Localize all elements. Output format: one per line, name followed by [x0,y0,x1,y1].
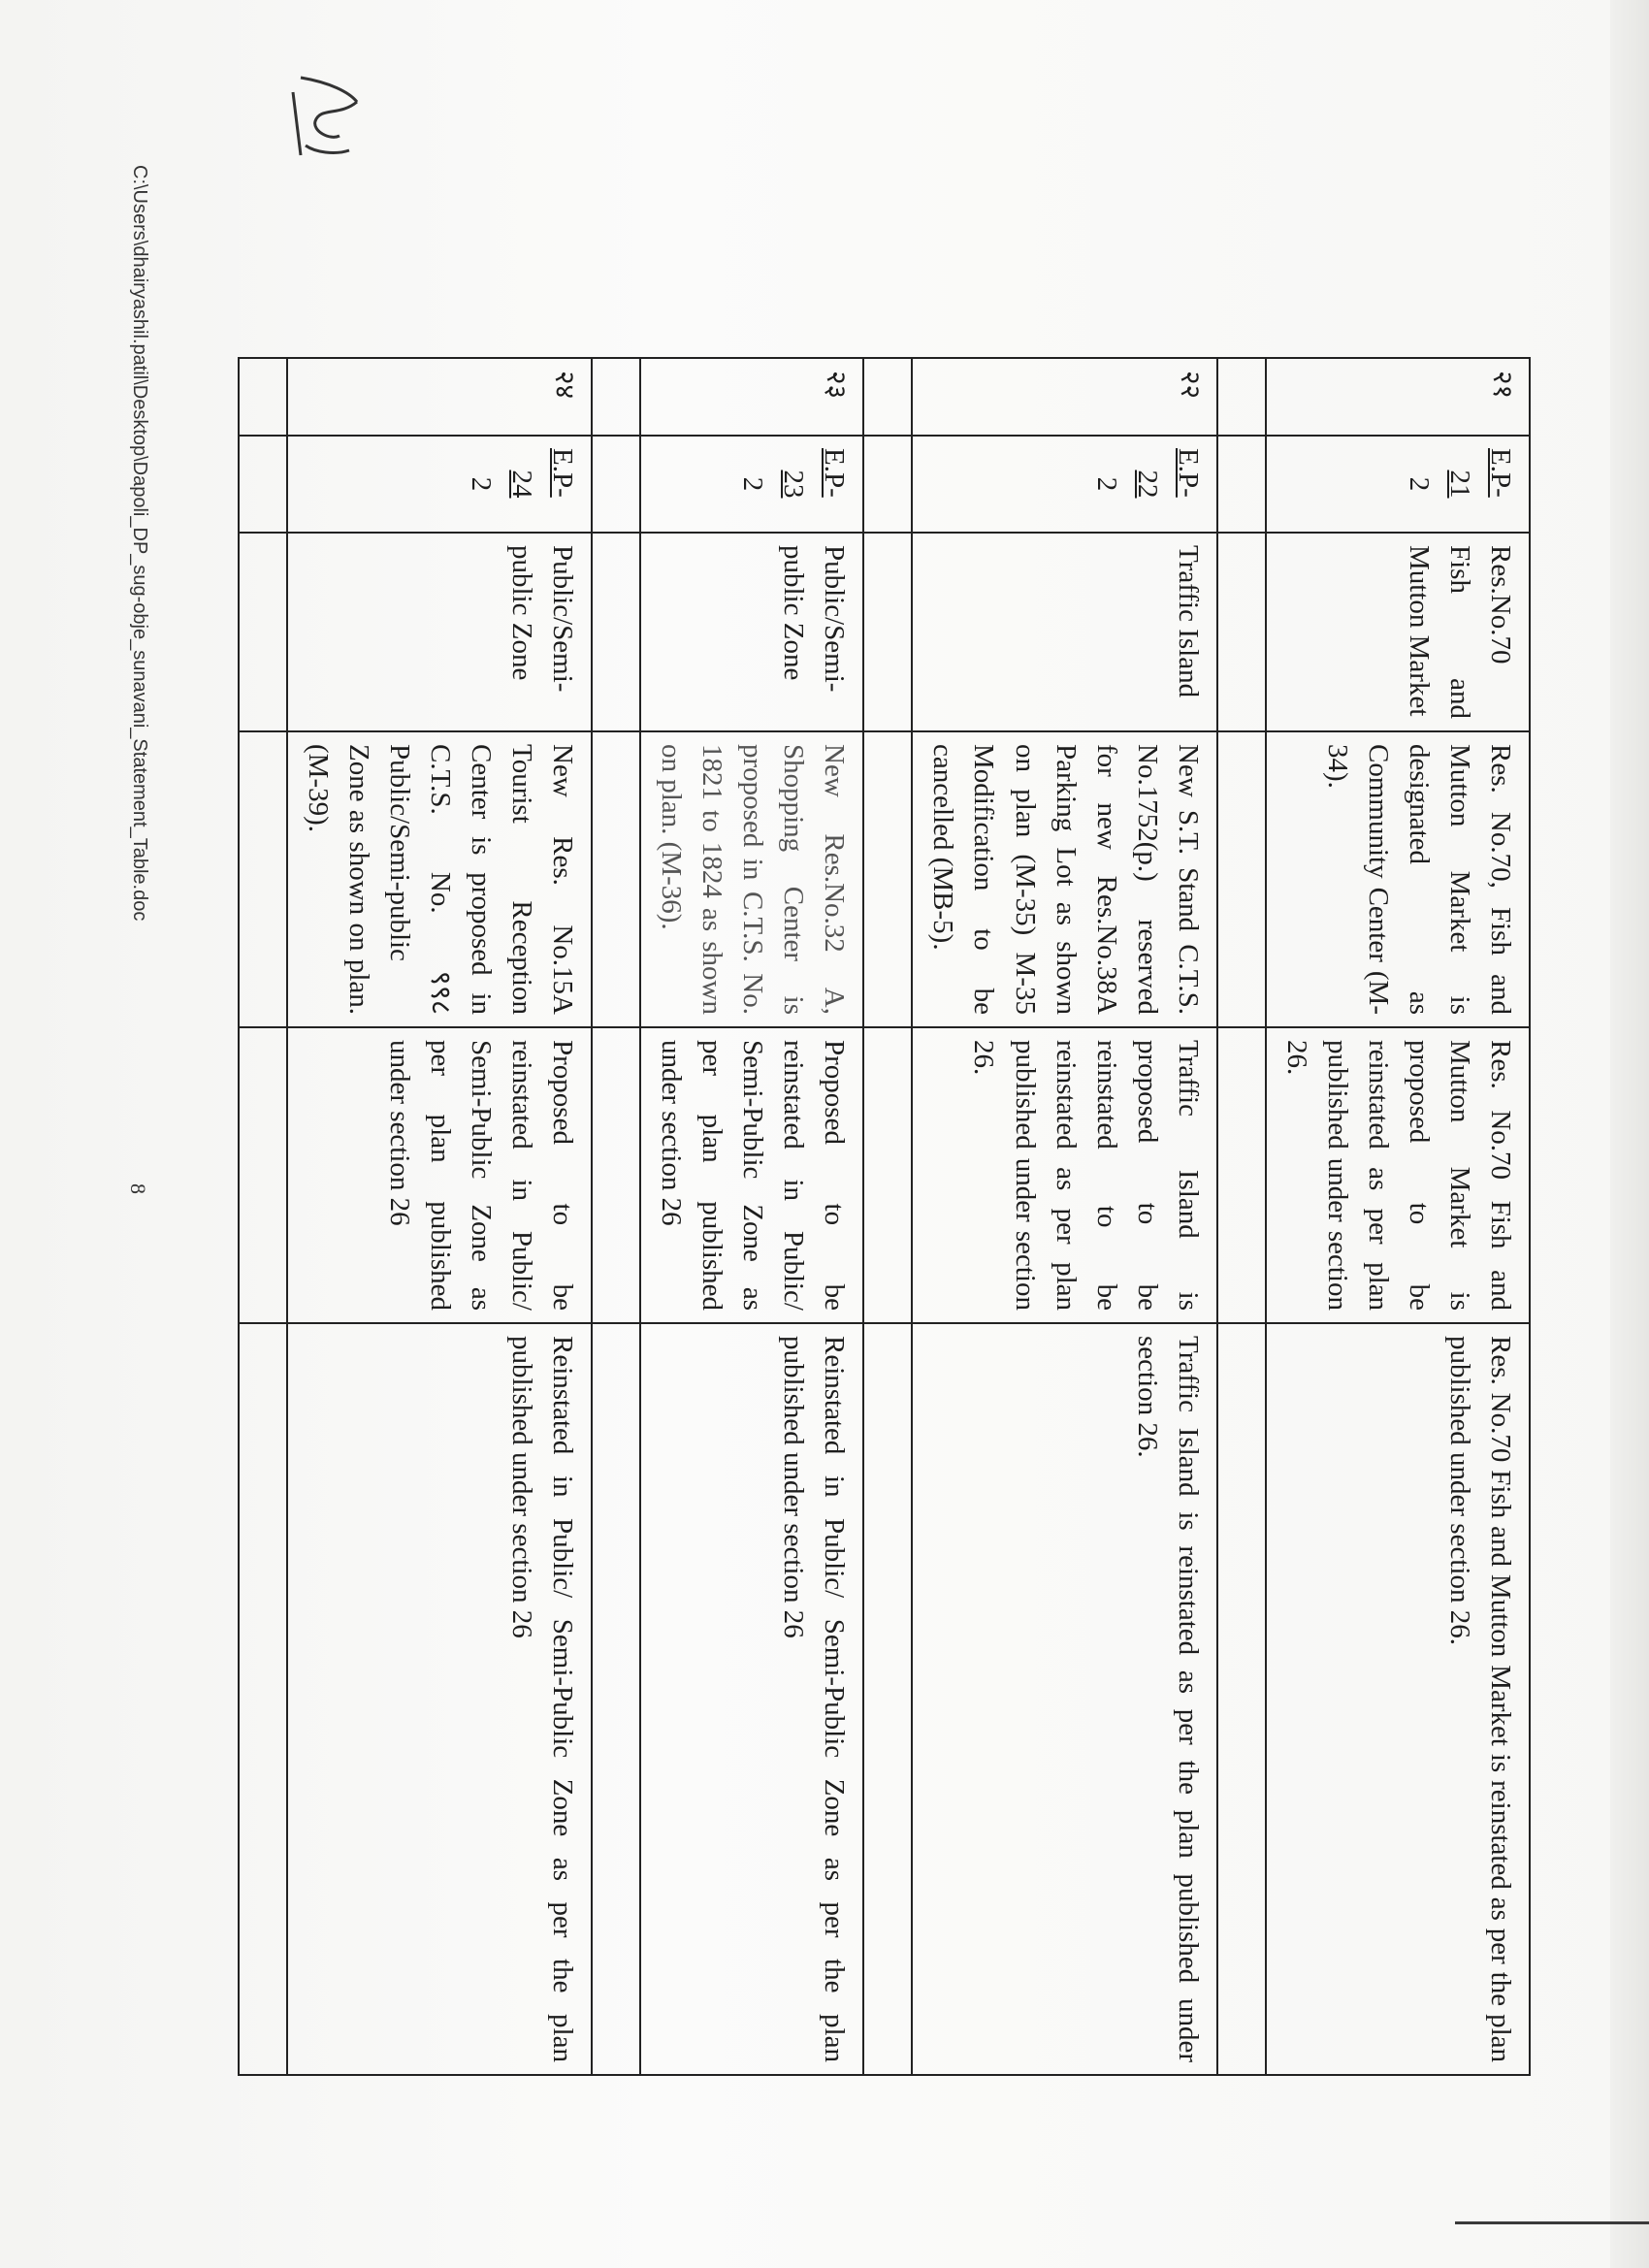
handwritten-mark [281,63,369,170]
file-path-footer: C:\Users\dhairyashil.patil\Desktop\Dapoli_DP_sug-obje_sunavani_Statement_Table.doc [129,165,150,922]
ep-denominator: 2 [466,476,498,492]
designation-cell: Public/Semi-public Zone [640,533,863,731]
decision-cell: Reinstated in Public/ Semi-Public Zone as per the plan published under section 26 [640,1323,863,2075]
ep-code: E.P- [547,448,579,498]
ep-code: E.P- [1485,448,1516,498]
ep-denominator: 2 [1090,476,1122,492]
decision-cell: Res. No.70 Fish and Mutton Market is reinstated as per the plan published under section 26. [1266,1323,1530,2075]
table-row [287,358,592,2075]
ep-numerator: 21 [1443,470,1475,499]
table-row [1266,358,1530,2075]
published-cell: Proposed to be reinstated in Public/ Semi-Public Zone as per plan published under section 26 [640,1027,863,1323]
proposal-cell: New Res.No.32 A, Shopping Center is proposed in C.T.S. No. 1821 to 1824 as shown on plan. (M-36). [640,731,863,1027]
published-cell: Traffic Island is proposed to be reinstated to be reinstated as per plan published under section 26. [912,1027,1216,1323]
ep-code: E.P- [1172,448,1204,498]
ep-number [912,436,1216,533]
published-cell: Proposed to be reinstated in Public/ Semi-Public Zone as per plan published under section 26 [287,1027,592,1323]
ep-denominator: 2 [1403,476,1435,492]
row-number: २३ [640,358,863,436]
row-number: २२ [912,358,1216,436]
ep-numerator: 22 [1131,470,1163,499]
decision-cell: Reinstated in Public/ Semi-Public Zone as per the plan published under section 26 [287,1323,592,2075]
ep-code: E.P- [819,448,851,498]
row-number: २४ [287,358,592,436]
designation-cell: Traffic Island [912,533,1216,731]
spacer-row [1217,358,1266,2075]
page-number: 8 [126,1183,150,1194]
proposal-cell: Res. No.70, Fish and Mutton Market is designated as Community Center (M-34). [1266,731,1530,1027]
proposal-cell: New Res. No.15A Tourist Reception Center is proposed in C.T.S. No. ९९८ Public/Semi-public Zone as shown on plan.(M-39). [287,731,592,1027]
designation-cell: Public/Semi-public Zone [287,533,592,731]
statement-table [238,357,1531,2076]
spacer-row [592,358,640,2075]
ep-number [287,436,592,533]
spacer-row [239,358,287,2075]
spacer-row [863,358,912,2075]
ep-numerator: 23 [778,470,810,499]
ep-numerator: 24 [506,470,538,499]
decision-cell: Traffic Island is reinstated as per the plan published under section 26. [912,1323,1216,2075]
table-row [640,358,863,2075]
ep-denominator: 2 [737,476,769,492]
proposal-cell: New S.T. Stand C.T.S. No.1752(p.) reserved for new Res.No.38A Parking Lot as shown on plan (M-35) M-35 Modification to be cancelled (MB-5). [912,731,1216,1027]
row-number: २१ [1266,358,1530,436]
designation-cell: Res.No.70 Fish and Mutton Market [1266,533,1530,731]
published-cell: Res. No.70 Fish and Mutton Market is proposed to be reinstated as per plan published under section 26. [1266,1027,1530,1323]
table-row [912,358,1216,2075]
ep-number [640,436,863,533]
ep-number [1266,436,1530,533]
